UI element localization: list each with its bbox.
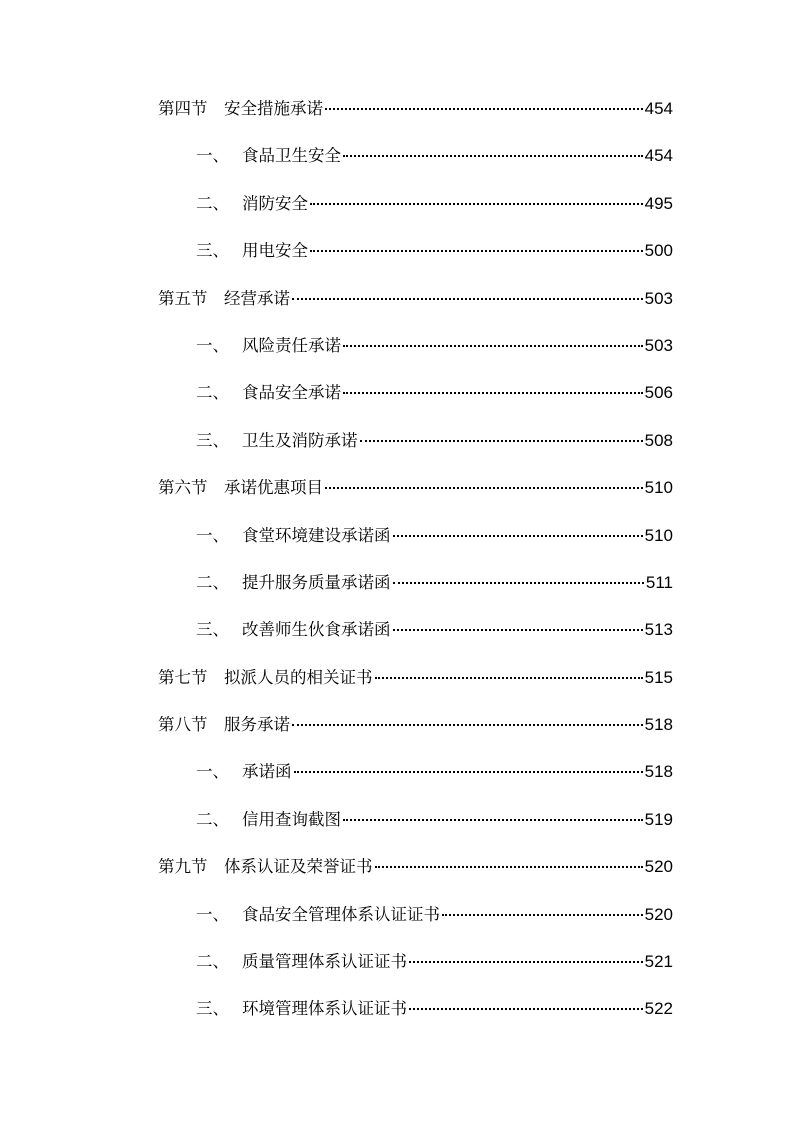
toc-subsection-entry[interactable]	[158, 606, 673, 653]
toc-page-number: 508	[644, 430, 673, 450]
toc-entry-title: 食品安全管理体系认证证书	[242, 904, 440, 924]
toc-subsection-entry[interactable]	[158, 796, 673, 843]
toc-entry-number: 二、	[196, 809, 229, 829]
toc-section-entry[interactable]	[158, 654, 673, 701]
dot-leader	[310, 203, 643, 205]
toc-entry-number: 第四节	[158, 99, 208, 118]
toc-page-number: 518	[644, 762, 673, 782]
toc-entry-title: 承诺优惠项目	[224, 478, 323, 498]
dot-leader	[292, 724, 643, 726]
dot-leader	[409, 1008, 643, 1010]
toc-subsection-entry[interactable]	[158, 180, 673, 227]
toc-entry-title: 卫生及消防承诺	[242, 430, 358, 450]
toc-entry-number: 一、	[196, 525, 229, 545]
toc-entry-number: 三、	[196, 430, 229, 450]
toc-entry-title: 质量管理体系认证证书	[242, 952, 407, 972]
toc-entry-title: 体系认证及荣誉证书	[224, 857, 373, 877]
toc-page-number: 503	[644, 335, 673, 355]
toc-subsection-entry[interactable]	[158, 132, 673, 179]
toc-section-entry[interactable]	[158, 85, 673, 132]
toc-entry-number: 一、	[196, 146, 229, 166]
toc-page-number: 454	[644, 99, 673, 118]
toc-entry-title: 风险责任承诺	[242, 335, 341, 355]
toc-entry-title: 经营承诺	[224, 288, 290, 308]
toc-entry-number: 第七节	[158, 667, 208, 687]
toc-subsection-entry[interactable]	[158, 748, 673, 795]
toc-page-number: 513	[644, 620, 673, 640]
toc-subsection-entry[interactable]	[158, 227, 673, 274]
toc-page-number: 521	[644, 952, 673, 972]
toc-page-number: 519	[644, 809, 673, 829]
dot-leader	[343, 819, 643, 821]
toc-entry-number: 一、	[196, 335, 229, 355]
toc-page-number: 520	[644, 857, 673, 877]
toc-entry-title: 拟派人员的相关证书	[224, 667, 373, 687]
dot-leader	[325, 487, 643, 489]
dot-leader	[393, 535, 643, 537]
toc-subsection-entry[interactable]	[158, 417, 673, 464]
toc-page-number: 522	[644, 999, 673, 1019]
toc-subsection-entry[interactable]	[158, 559, 673, 606]
toc-subsection-entry[interactable]	[158, 985, 673, 1032]
toc-entry-title: 提升服务质量承诺函	[242, 572, 391, 592]
dot-leader	[294, 771, 643, 773]
dot-leader	[343, 155, 643, 157]
toc-section-entry[interactable]	[158, 701, 673, 748]
toc-entry-title: 用电安全	[242, 241, 308, 261]
toc-page-number: 510	[644, 525, 673, 545]
toc-subsection-entry[interactable]	[158, 891, 673, 938]
toc-subsection-entry[interactable]	[158, 512, 673, 559]
dot-leader	[310, 250, 643, 252]
toc-page-number: 520	[644, 904, 673, 924]
toc-entry-title: 承诺函	[242, 762, 292, 782]
toc-entry-title: 食品安全承诺	[242, 383, 341, 403]
toc-page-number: 518	[644, 715, 673, 735]
toc-entry-number: 第五节	[158, 288, 208, 308]
toc-entry-number: 一、	[196, 762, 229, 782]
toc-entry-title: 消防安全	[242, 193, 308, 213]
toc-entry-number: 三、	[196, 241, 229, 261]
toc-page-number: 495	[644, 193, 673, 213]
dot-leader	[393, 582, 644, 584]
dot-leader	[360, 440, 643, 442]
dot-leader	[375, 677, 643, 679]
toc-subsection-entry[interactable]	[158, 369, 673, 416]
toc-section-entry[interactable]	[158, 275, 673, 322]
toc-entry-title: 安全措施承诺	[224, 99, 323, 118]
dot-leader	[292, 298, 643, 300]
toc-entry-number: 第六节	[158, 478, 208, 498]
toc-entry-number: 二、	[196, 572, 229, 592]
toc-entry-number: 二、	[196, 193, 229, 213]
table-of-contents	[158, 85, 673, 1033]
toc-entry-number: 第八节	[158, 715, 208, 735]
toc-page-number: 503	[644, 288, 673, 308]
dot-leader	[325, 108, 643, 110]
toc-entry-number: 二、	[196, 383, 229, 403]
toc-entry-title: 信用查询截图	[242, 809, 341, 829]
toc-page-number: 506	[644, 383, 673, 403]
toc-subsection-entry[interactable]	[158, 938, 673, 985]
toc-entry-number: 一、	[196, 904, 229, 924]
dot-leader	[343, 392, 643, 394]
toc-entry-title: 改善师生伙食承诺函	[242, 620, 391, 640]
dot-leader	[393, 629, 643, 631]
dot-leader	[375, 866, 643, 868]
toc-page-number: 515	[644, 667, 673, 687]
toc-entry-number: 三、	[196, 620, 229, 640]
toc-entry-title: 食品卫生安全	[242, 146, 341, 166]
dot-leader	[343, 345, 643, 347]
toc-page-number: 511	[645, 572, 673, 592]
dot-leader	[442, 914, 643, 916]
toc-entry-title: 食堂环境建设承诺函	[242, 525, 391, 545]
toc-entry-number: 第九节	[158, 857, 208, 877]
toc-section-entry[interactable]	[158, 843, 673, 890]
toc-page-number: 454	[644, 146, 673, 166]
toc-entry-title: 环境管理体系认证证书	[242, 999, 407, 1019]
toc-section-entry[interactable]	[158, 464, 673, 511]
dot-leader	[409, 961, 643, 963]
toc-page-number: 500	[644, 241, 673, 261]
toc-entry-number: 三、	[196, 999, 229, 1019]
toc-page-number: 510	[644, 478, 673, 498]
toc-subsection-entry[interactable]	[158, 322, 673, 369]
toc-entry-title: 服务承诺	[224, 715, 290, 735]
toc-entry-number: 二、	[196, 952, 229, 972]
